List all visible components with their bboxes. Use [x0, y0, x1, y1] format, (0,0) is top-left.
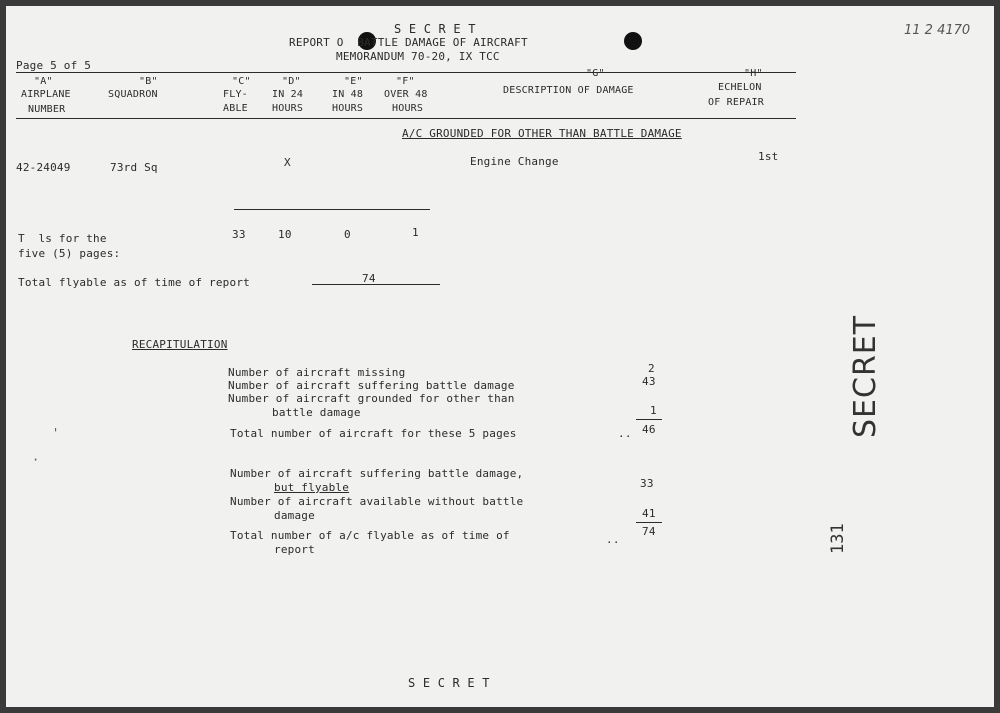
row-airplane-number: 42-24049 [16, 161, 71, 174]
classification-bottom: S E C R E T [408, 676, 490, 690]
col-f-letter: "F" [396, 76, 415, 87]
margin-page-number: 131 [828, 523, 848, 554]
totals-rule [234, 209, 430, 210]
recap-grounded-label1: Number of aircraft grounded for other than [228, 392, 515, 405]
secret-stamp: SECRET [848, 314, 883, 438]
recap-available-value: 41 [642, 507, 656, 520]
recap-grounded-value: 1 [650, 404, 657, 417]
document-page [6, 6, 994, 707]
totals-label-line1: T ls for the [18, 232, 107, 245]
recap-flyable-total-value: 74 [642, 525, 656, 538]
col-a-letter: "A" [34, 76, 53, 87]
recap-flyable-total-dots: .. [606, 533, 620, 546]
recap-total-value: 46 [642, 423, 656, 436]
recap-missing-label: Number of aircraft missing [228, 366, 406, 379]
col-d-label1: IN 24 [272, 89, 304, 100]
col-b-letter: "B" [139, 76, 158, 87]
col-c-label1: FLY- [223, 89, 248, 100]
recap-available-label2: damage [274, 509, 315, 522]
col-b-label1: SQUADRON [108, 89, 158, 100]
recap-grounded-rule [636, 419, 662, 420]
header-top-rule [16, 72, 796, 73]
recap-total-dots: .. [618, 427, 632, 440]
row-echelon: 1st [758, 150, 779, 163]
totals-d: 10 [278, 228, 292, 241]
punch-hole-right [624, 32, 642, 50]
totals-label-line2: five (5) pages: [18, 247, 121, 260]
col-h-letter: "H" [744, 68, 763, 79]
row-mark: X [284, 156, 291, 169]
recap-battle-label: Number of aircraft suffering battle damage [228, 379, 515, 392]
classification-top: S E C R E T [394, 22, 476, 36]
file-number: 11 2 4170 [904, 23, 971, 38]
recap-missing-value: 2 [648, 362, 655, 375]
total-flyable-value: 74 [362, 272, 376, 285]
recap-flyable-total-label2: report [274, 543, 315, 556]
memorandum-line: MEMORANDUM 70-20, IX TCC [336, 50, 500, 63]
col-g-label1: DESCRIPTION OF DAMAGE [503, 85, 634, 96]
recap-battle-value: 43 [642, 375, 656, 388]
recap-heading: RECAPITULATION [132, 338, 228, 351]
page-indicator: Page 5 of 5 [16, 59, 92, 72]
recap-flyable-total-label1: Total number of a/c flyable as of time of [230, 529, 510, 542]
total-flyable-label: Total flyable as of time of report [18, 276, 250, 289]
totals-c: 33 [232, 228, 246, 241]
col-f-label1: OVER 48 [384, 89, 428, 100]
total-flyable-rule [312, 284, 440, 285]
col-c-label2: ABLE [223, 103, 248, 114]
recap-flyable-battle-label1: Number of aircraft suffering battle damage, [230, 467, 524, 480]
recap-available-label1: Number of aircraft available without battle [230, 495, 524, 508]
row-squadron: 73rd Sq [110, 161, 158, 174]
col-a-label2: NUMBER [28, 104, 66, 115]
header-bottom-rule [16, 118, 796, 119]
report-title: REPORT O BATTLE DAMAGE OF AIRCRAFT [289, 36, 528, 49]
recap-flyable-battle-label2: but flyable [274, 481, 350, 494]
col-f-label2: HOURS [392, 103, 424, 114]
recap-total-label: Total number of aircraft for these 5 pages [230, 427, 517, 440]
scan-speck-2: ' [52, 426, 60, 440]
col-d-label2: HOURS [272, 103, 304, 114]
recap-flyable-battle-value: 33 [640, 477, 654, 490]
col-d-letter: "D" [282, 76, 301, 87]
col-h-label2: OF REPAIR [708, 97, 764, 108]
col-e-label2: HOURS [332, 103, 364, 114]
col-e-letter: "E" [344, 76, 363, 87]
recap-grounded-label2: battle damage [272, 406, 361, 419]
col-a-label1: AIRPLANE [21, 89, 71, 100]
recap-available-rule [636, 522, 662, 523]
scan-speck-1: · [32, 453, 40, 467]
totals-e: 0 [344, 228, 351, 241]
col-h-label1: ECHELON [718, 82, 762, 93]
col-g-letter: "G" [586, 68, 605, 79]
totals-f: 1 [412, 226, 419, 239]
col-e-label1: IN 48 [332, 89, 364, 100]
col-c-letter: "C" [232, 76, 251, 87]
section-heading-grounded: A/C GROUNDED FOR OTHER THAN BATTLE DAMAGE [402, 127, 682, 140]
row-description: Engine Change [470, 155, 559, 168]
